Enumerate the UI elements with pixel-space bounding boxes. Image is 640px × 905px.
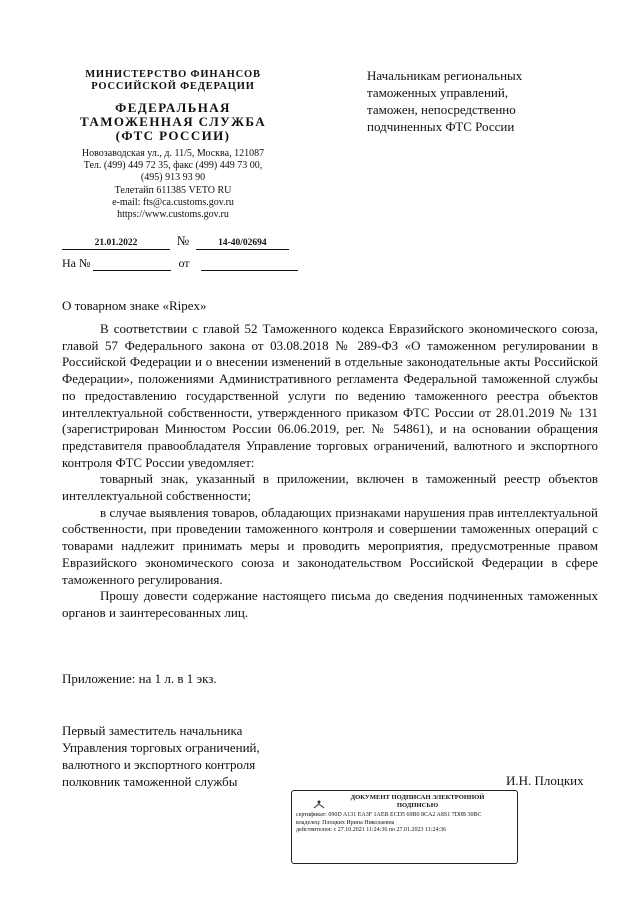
number-sign: № bbox=[176, 233, 190, 248]
reference-number-blank bbox=[93, 259, 171, 271]
reference-from-label: от bbox=[178, 256, 190, 270]
letter-body bbox=[62, 321, 598, 622]
electronic-signature-stamp bbox=[291, 790, 518, 864]
signer-position: Первый заместитель начальника Управления торговых ограничений, валютного и экспортного контроля полковник таможенной службы bbox=[62, 723, 260, 789]
body-paragraph: товарный знак, указанный в приложении, включен в таможенный реестр объектов интеллектуальной собственности; bbox=[62, 471, 598, 504]
reference-label: На № bbox=[62, 256, 91, 270]
registration-line bbox=[62, 233, 289, 250]
document-number: 14-40/02694 bbox=[196, 238, 289, 250]
body-paragraph: в случае выявления товаров, обладающих признаками нарушения прав интеллектуальной собственности, при проведении таможенного контроля и совершении таможенных операций с товарами надлежит принимать меры и проводить мероприятия, предусмотренные правом Евразийского экономического союза и законодательством Российской Федерации в сфере таможенного регулирования. bbox=[62, 504, 598, 587]
body-paragraph: В соответствии с главой 52 Таможенного кодекса Евразийского экономического союза, главой 57 Федерального закона от 03.08.2018 № 289-ФЗ «О таможенном регулировании в Российской Федерации и о внесении изменений в отдельные законодательные акты Российской Федерации», положениями Административного регламента Федеральной таможенной службы по предоставлению государственной услуги по ведению таможенного реестра объектов интеллектуальной собственности, утвержденного приказом ФТС России от 28.01.2019 № 131 (зарегистрирован Минюстом России 06.06.2019, рег. № 54861), и на основании обращения представителя правообладателя Управление торговых ограничений, валютного и экспортного контроля ФТС России уведомляет: bbox=[62, 321, 598, 470]
attachment-note: Приложение: на 1 л. в 1 экз. bbox=[62, 671, 217, 686]
stamp-title: ДОКУМЕНТ ПОДПИСАН ЭЛЕКТРОННОЙ ПОДПИСЬЮ bbox=[350, 794, 485, 809]
stamp-certificate: сертификат: 090D A131 EA3F 1AEB ECD5 69B0 8CA2 A8S1 7D0B 30BC bbox=[296, 812, 482, 818]
reference-date-blank bbox=[201, 259, 298, 271]
reference-line bbox=[62, 256, 298, 271]
letter-subject: О товарном знаке «Ripex» bbox=[62, 298, 207, 313]
ministry-name: МИНИСТЕРСТВО ФИНАНСОВ РОССИЙСКОЙ ФЕДЕРАЦИИ bbox=[85, 69, 261, 92]
stamp-validity: действителен: с 27.10.2021 11:24:36 по 27.01.2023 11:24:36 bbox=[296, 827, 447, 834]
signer-name: И.Н. Плоцких bbox=[506, 773, 584, 788]
service-contacts: Новозаводская ул., д. 11/5, Москва, 121087 Тел. (499) 449 72 35, факс (499) 449 73 00, (495) 913 93 90 Телетайп 611385 VETO RU e-mail: fts@ca.customs.gov.ru https://www.customs.gov.ru bbox=[81, 148, 265, 221]
addressee: Начальникам региональных таможенных управлений, таможен, непосредственно подчиненных ФТС России bbox=[367, 68, 523, 134]
document-date: 21.01.2022 bbox=[62, 238, 170, 250]
stamp-owner: владелец: Плоцких Ирина Николаевна bbox=[296, 819, 395, 826]
signature-emblem-icon bbox=[312, 799, 326, 809]
service-name: ФЕДЕРАЛЬНАЯ ТАМОЖЕННАЯ СЛУЖБА (ФТС РОССИИ) bbox=[79, 100, 266, 143]
body-paragraph: Прошу довести содержание настоящего письма до сведения подчиненных таможенных органов и заинтересованных лиц. bbox=[62, 588, 598, 620]
